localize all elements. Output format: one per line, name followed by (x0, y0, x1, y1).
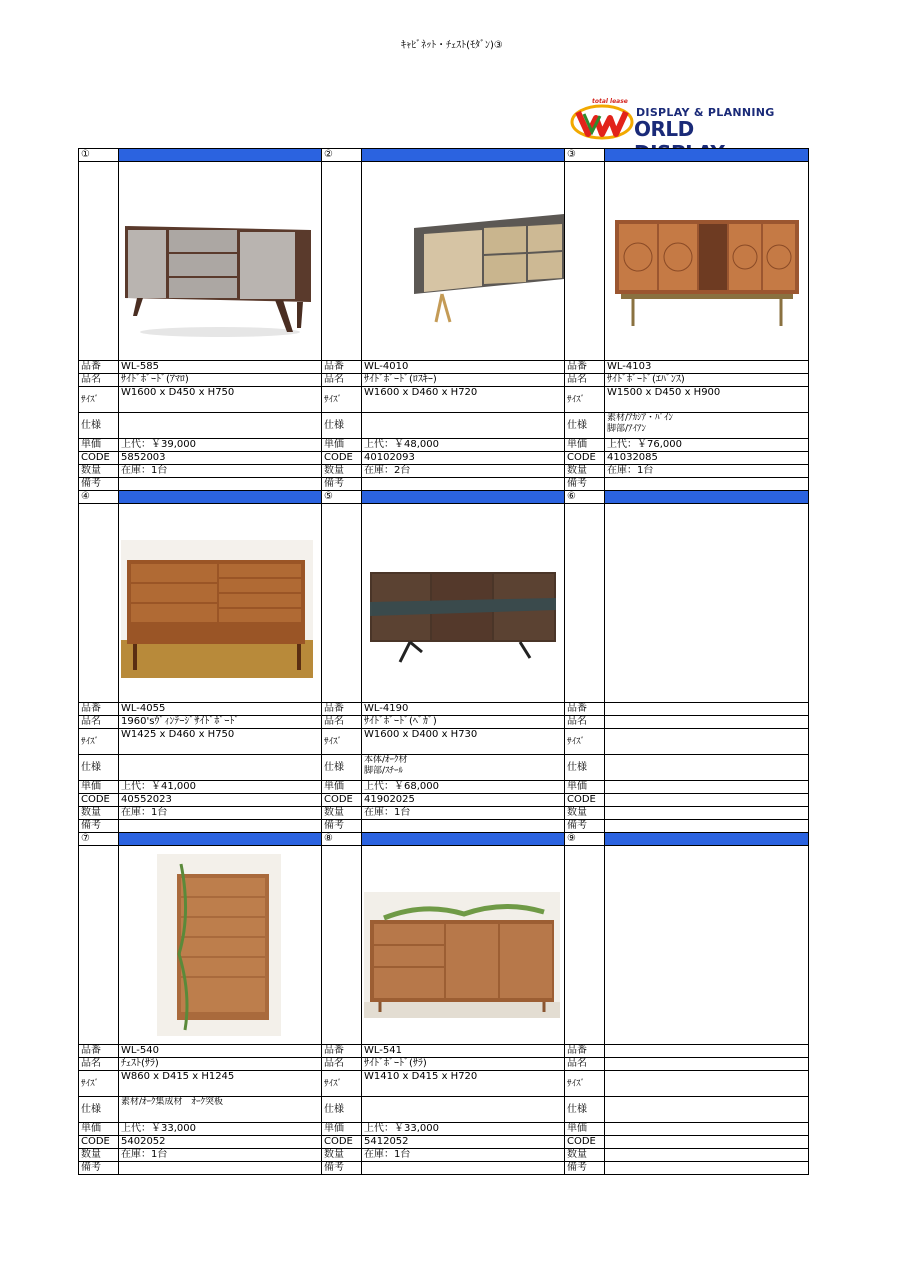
field-label-note: 備考 (322, 478, 362, 491)
field-value-size: W1410 x D415 x H720 (362, 1071, 565, 1097)
item-number: ④ (79, 491, 119, 504)
item-number: ③ (565, 149, 605, 162)
field-value-size: W1600 x D460 x H720 (362, 387, 565, 413)
field-label-price: 単価 (565, 439, 605, 452)
sideboard-rosky-photo (414, 214, 565, 326)
item-number: ⑤ (322, 491, 362, 504)
field-value-qty (605, 1149, 809, 1162)
sideboard-evance-photo (615, 220, 799, 330)
field-label-spec: 仕様 (322, 755, 362, 781)
field-value-price: 上代：￥33,000 (362, 1123, 565, 1136)
item-number: ⑦ (79, 833, 119, 846)
field-label-note: 備考 (79, 1162, 119, 1175)
field-value-hinmei: ﾁｪｽﾄ(ｻﾗ) (119, 1058, 322, 1071)
field-value-price: 上代：￥76,000 (605, 439, 809, 452)
field-label-size: ｻｲｽﾞ (565, 1071, 605, 1097)
item-number: ⑧ (322, 833, 362, 846)
spec-line-2: 脚部/ｽﾁｰﾙ (364, 766, 404, 776)
field-label-price: 単価 (79, 1123, 119, 1136)
field-value-hinmei: ｻｲﾄﾞﾎﾞｰﾄﾞ(ｴﾊﾞﾝｽ) (605, 374, 809, 387)
field-label-spec: 仕様 (79, 755, 119, 781)
chest-sara-photo (157, 854, 281, 1036)
field-label-size: ｻｲｽﾞ (79, 729, 119, 755)
w-logo-icon (570, 104, 634, 140)
field-label-hinmei: 品名 (565, 374, 605, 387)
field-label-hinban: 品番 (322, 703, 362, 716)
field-label-hinban: 品番 (565, 361, 605, 374)
field-value-code: 41902025 (362, 794, 565, 807)
field-label-price: 単価 (322, 1123, 362, 1136)
field-label-hinban: 品番 (565, 703, 605, 716)
field-label-size: ｻｲｽﾞ (322, 729, 362, 755)
field-value-size: W1425 x D460 x H750 (119, 729, 322, 755)
field-value-note (605, 1162, 809, 1175)
field-label-price: 単価 (322, 781, 362, 794)
field-value-code: 41032085 (605, 452, 809, 465)
product-photo-cell (119, 162, 322, 361)
item-header-bar (605, 491, 809, 504)
field-value-note (605, 820, 809, 833)
item-header-bar (362, 149, 565, 162)
field-value-price: 上代：￥33,000 (119, 1123, 322, 1136)
field-label-hinmei: 品名 (322, 374, 362, 387)
field-value-price: 上代：￥41,000 (119, 781, 322, 794)
item-header-bar (605, 149, 809, 162)
field-label-hinban: 品番 (79, 361, 119, 374)
photo-label-cell (565, 846, 605, 1045)
field-label-price: 単価 (565, 1123, 605, 1136)
company-logo (570, 98, 796, 144)
photo-label-cell (79, 162, 119, 361)
product-photo-cell (605, 504, 809, 703)
photo-label-cell (565, 162, 605, 361)
field-label-note: 備考 (322, 820, 362, 833)
field-label-price: 単価 (79, 781, 119, 794)
spec-line-1: 本体/ｵｰｸ材 (364, 755, 408, 765)
product-photo-cell (119, 504, 322, 703)
field-label-spec: 仕様 (565, 1097, 605, 1123)
field-value-note (119, 478, 322, 491)
field-value-qty: 在庫：1台 (119, 465, 322, 478)
field-label-hinban: 品番 (565, 1045, 605, 1058)
field-label-code: CODE (565, 452, 605, 465)
spec-line-2: 脚部/ｱｲｱﾝ (607, 424, 647, 434)
field-label-code: CODE (565, 1136, 605, 1149)
field-label-note: 備考 (565, 1162, 605, 1175)
field-label-hinmei: 品名 (565, 1058, 605, 1071)
field-label-price: 単価 (79, 439, 119, 452)
item-number: ② (322, 149, 362, 162)
page-title: ｷｬﾋﾞﾈｯﾄ・ﾁｪｽﾄ(ﾓﾀﾞﾝ)③ (401, 40, 503, 51)
item-header-bar (119, 149, 322, 162)
field-value-hinban: WL-540 (119, 1045, 322, 1058)
logo-line1: DISPLAY & PLANNING (636, 106, 775, 119)
field-value-spec (119, 1097, 322, 1123)
photo-label-cell (79, 504, 119, 703)
field-label-spec: 仕様 (322, 1097, 362, 1123)
field-label-qty: 数量 (565, 465, 605, 478)
field-value-spec (362, 413, 565, 439)
field-value-qty: 在庫：2台 (362, 465, 565, 478)
field-value-note (119, 820, 322, 833)
sideboard-amaro-photo (125, 220, 315, 338)
field-value-size (605, 1071, 809, 1097)
field-label-spec: 仕様 (565, 755, 605, 781)
field-label-spec: 仕様 (322, 413, 362, 439)
photo-label-cell (322, 846, 362, 1045)
field-label-qty: 数量 (322, 807, 362, 820)
item-number: ⑥ (565, 491, 605, 504)
spec-line-1: 素材/ｵｰｸ集成材 ｵｰｸ突板 (121, 1097, 224, 1107)
product-photo-cell (605, 162, 809, 361)
field-value-qty: 在庫：1台 (362, 1149, 565, 1162)
field-value-note (362, 1162, 565, 1175)
field-label-qty: 数量 (322, 465, 362, 478)
field-value-price (605, 1123, 809, 1136)
field-value-qty (605, 807, 809, 820)
field-label-size: ｻｲｽﾞ (79, 387, 119, 413)
field-label-hinmei: 品名 (79, 716, 119, 729)
item-number: ⑨ (565, 833, 605, 846)
field-value-hinban: WL-4190 (362, 703, 565, 716)
field-value-hinban: WL-585 (119, 361, 322, 374)
item-number: ① (79, 149, 119, 162)
product-photo-cell (362, 162, 565, 361)
field-label-size: ｻｲｽﾞ (565, 387, 605, 413)
item-header-bar (362, 491, 565, 504)
field-value-hinban (605, 703, 809, 716)
field-value-hinban: WL-4103 (605, 361, 809, 374)
field-value-price: 上代：￥39,000 (119, 439, 322, 452)
field-label-note: 備考 (79, 820, 119, 833)
field-label-note: 備考 (565, 820, 605, 833)
field-label-hinmei: 品名 (322, 1058, 362, 1071)
field-label-hinmei: 品名 (79, 1058, 119, 1071)
field-label-qty: 数量 (79, 1149, 119, 1162)
field-value-code: 5402052 (119, 1136, 322, 1149)
field-label-size: ｻｲｽﾞ (322, 1071, 362, 1097)
field-label-code: CODE (79, 452, 119, 465)
product-table (78, 148, 809, 1175)
field-label-code: CODE (79, 794, 119, 807)
field-value-code (605, 1136, 809, 1149)
field-label-hinban: 品番 (322, 1045, 362, 1058)
photo-label-cell (322, 504, 362, 703)
photo-label-cell (79, 846, 119, 1045)
field-label-hinban: 品番 (79, 1045, 119, 1058)
field-value-note (605, 478, 809, 491)
photo-label-cell (322, 162, 362, 361)
field-value-size: W1600 x D400 x H730 (362, 729, 565, 755)
vintage-sideboard-photo (121, 540, 313, 678)
field-value-hinmei: ｻｲﾄﾞﾎﾞｰﾄﾞ(ｱﾏﾛ) (119, 374, 322, 387)
item-header-bar (119, 491, 322, 504)
item-header-bar (119, 833, 322, 846)
field-value-hinban: WL-4010 (362, 361, 565, 374)
product-photo-cell (605, 846, 809, 1045)
field-value-note (362, 478, 565, 491)
logo-line2: ORLD (634, 117, 694, 141)
field-value-price: 上代：￥68,000 (362, 781, 565, 794)
product-photo-cell (362, 504, 565, 703)
field-label-hinmei: 品名 (322, 716, 362, 729)
spec-line-1: 素材/ｱｶｼｱ・ﾊﾟｲﾝ (607, 413, 674, 423)
field-value-note (119, 1162, 322, 1175)
field-label-code: CODE (79, 1136, 119, 1149)
field-value-price: 上代：￥48,000 (362, 439, 565, 452)
field-value-size (605, 729, 809, 755)
field-value-spec (119, 413, 322, 439)
photo-label-cell (565, 504, 605, 703)
field-value-hinmei: ｻｲﾄﾞﾎﾞｰﾄﾞ(ﾛｽｷｰ) (362, 374, 565, 387)
field-label-code: CODE (565, 794, 605, 807)
field-label-size: ｻｲｽﾞ (79, 1071, 119, 1097)
field-value-spec (605, 755, 809, 781)
field-value-spec (362, 755, 565, 781)
field-label-size: ｻｲｽﾞ (322, 387, 362, 413)
field-value-spec (605, 1097, 809, 1123)
field-label-qty: 数量 (79, 465, 119, 478)
field-value-hinban: WL-4055 (119, 703, 322, 716)
field-label-price: 単価 (322, 439, 362, 452)
field-label-note: 備考 (565, 478, 605, 491)
field-value-code: 40102093 (362, 452, 565, 465)
field-value-hinmei: ｻｲﾄﾞﾎﾞｰﾄﾞ(ﾍﾞｶﾞ) (362, 716, 565, 729)
sideboard-sara-photo (364, 892, 560, 1018)
field-value-hinmei: ｻｲﾄﾞﾎﾞｰﾄﾞ(ｻﾗ) (362, 1058, 565, 1071)
field-value-code: 5852003 (119, 452, 322, 465)
field-label-qty: 数量 (322, 1149, 362, 1162)
field-label-note: 備考 (322, 1162, 362, 1175)
field-value-size: W1500 x D450 x H900 (605, 387, 809, 413)
field-value-size: W860 x D415 x H1245 (119, 1071, 322, 1097)
field-label-hinmei: 品名 (79, 374, 119, 387)
field-label-size: ｻｲｽﾞ (565, 729, 605, 755)
item-header-bar (362, 833, 565, 846)
field-value-hinban: WL-541 (362, 1045, 565, 1058)
field-label-qty: 数量 (79, 807, 119, 820)
field-value-spec (362, 1097, 565, 1123)
field-value-code: 5412052 (362, 1136, 565, 1149)
field-value-price (605, 781, 809, 794)
field-value-spec (119, 755, 322, 781)
field-value-qty: 在庫：1台 (362, 807, 565, 820)
field-label-code: CODE (322, 452, 362, 465)
field-label-code: CODE (322, 794, 362, 807)
field-value-hinmei (605, 1058, 809, 1071)
item-header-bar (605, 833, 809, 846)
product-photo-cell (119, 846, 322, 1045)
field-value-hinmei (605, 716, 809, 729)
field-label-qty: 数量 (565, 1149, 605, 1162)
sideboard-vega-photo (370, 570, 556, 666)
field-label-hinban: 品番 (79, 703, 119, 716)
field-value-spec (605, 413, 809, 439)
field-label-hinban: 品番 (322, 361, 362, 374)
field-value-qty: 在庫：1台 (119, 1149, 322, 1162)
field-label-spec: 仕様 (79, 413, 119, 439)
field-label-spec: 仕様 (565, 413, 605, 439)
field-label-price: 単価 (565, 781, 605, 794)
field-label-note: 備考 (79, 478, 119, 491)
field-label-hinmei: 品名 (565, 716, 605, 729)
field-value-code: 40552023 (119, 794, 322, 807)
product-photo-cell (362, 846, 565, 1045)
field-value-hinban (605, 1045, 809, 1058)
field-label-qty: 数量 (565, 807, 605, 820)
logo-tagline: total lease (592, 98, 628, 105)
field-value-qty: 在庫：1台 (605, 465, 809, 478)
field-value-hinmei: 1960'sｳﾞｨﾝﾃｰｼﾞｻｲﾄﾞﾎﾞｰﾄﾞ (119, 716, 322, 729)
field-value-qty: 在庫：1台 (119, 807, 322, 820)
field-value-size: W1600 x D450 x H750 (119, 387, 322, 413)
field-value-note (362, 820, 565, 833)
field-label-code: CODE (322, 1136, 362, 1149)
field-label-spec: 仕様 (79, 1097, 119, 1123)
field-value-code (605, 794, 809, 807)
